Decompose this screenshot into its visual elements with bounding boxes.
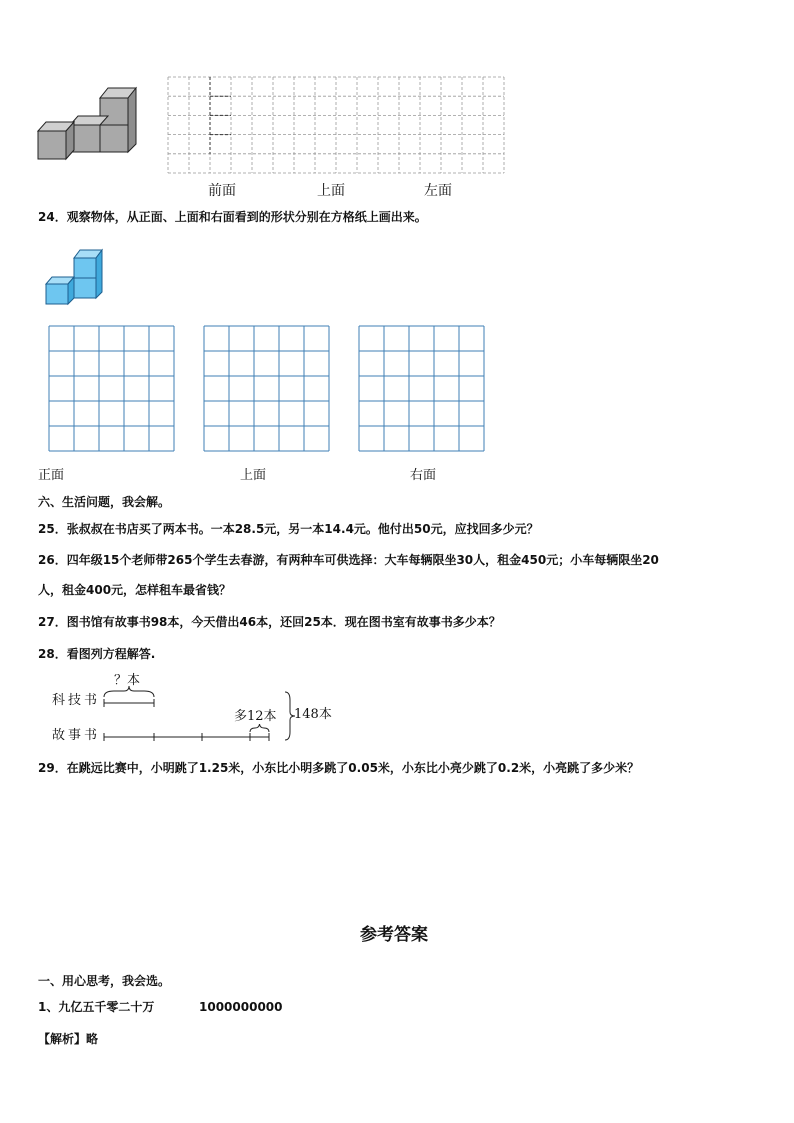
question-28: 28．看图列方程解答. (38, 647, 156, 661)
grid-right-view[interactable] (359, 326, 484, 451)
view-label-left: 左面 (424, 183, 452, 199)
view-label-top: 上面 (317, 183, 345, 199)
view-label-front-24: 正面 (38, 468, 65, 483)
diagram-label-story-books: 故事书 (52, 728, 101, 743)
answer-1-analysis: 【解析】略 (38, 1032, 99, 1046)
diagram-question-label: ？本 (114, 673, 141, 688)
segment-diagram (100, 674, 300, 744)
question-25: 25．张叔叔在书店买了两本书。一本28.5元，另一本14.4元。他付出50元，应找回多少元？ (38, 522, 539, 536)
dashed-drawing-grid[interactable] (168, 77, 504, 173)
question-24: 24．观察物体，从正面、上面和右面看到的形状分别在方格纸上画出来。 (38, 210, 427, 224)
grid-top-view[interactable] (204, 326, 329, 451)
question-26-line1: 26．四年级15个老师带265个学生去春游，有两种车可供选择：大车每辆限坐30人，租金450元；小车每辆限坐20 (38, 553, 659, 567)
answers-title: 参考答案 (360, 925, 428, 945)
question-26-line2: 人，租金400元，怎样租车最省钱？ (38, 583, 232, 597)
view-label-right-24: 右面 (410, 468, 437, 483)
answer-1-text: 1、九亿五千零二十万 (38, 1000, 155, 1014)
question-27: 27．图书馆有故事书98本，今天借出46本，还回25本．现在图书室有故事书多少本？ (38, 615, 501, 629)
diagram-label-science-books: 科技书 (52, 693, 101, 708)
blue-cube-figure (44, 244, 108, 306)
grid-front-view[interactable] (49, 326, 174, 451)
answers-section-1: 一、用心思考，我会选。 (38, 974, 171, 988)
gray-cube-figure (34, 84, 144, 164)
diagram-total-label: 148本 (294, 707, 332, 722)
view-label-top-24: 上面 (240, 468, 267, 483)
question-29: 29．在跳远比赛中，小明跳了1.25米，小东比小明多跳了0.05米，小东比小亮少跳了0.2米，小亮跳了多少米？ (38, 761, 640, 775)
diagram-more-label: 多12本 (234, 709, 277, 724)
answer-1-number: 1000000000 (199, 1000, 283, 1014)
view-label-front: 前面 (208, 183, 236, 199)
section-6-heading: 六、生活问题，我会解。 (38, 495, 171, 509)
